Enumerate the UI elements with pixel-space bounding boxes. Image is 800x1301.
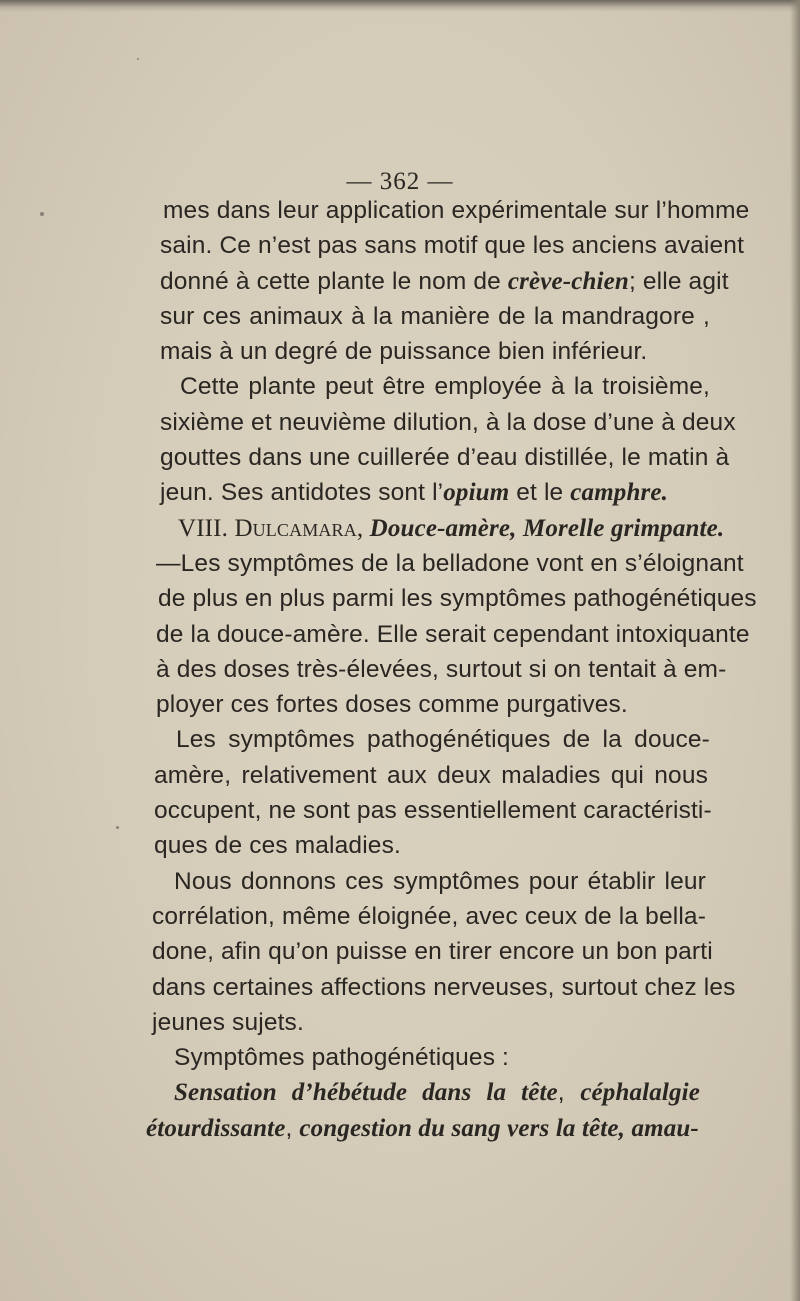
italic-text: céphalalgie	[580, 1079, 700, 1107]
text-segment: ,	[285, 1114, 300, 1142]
text-segment: donné à cette plante le nom de	[160, 267, 508, 295]
text-line	[156, 617, 750, 652]
text-line	[160, 334, 660, 369]
text-segment: à des doses très-élevées, surtout si on tentait à em-	[156, 655, 727, 683]
text-segment: dans certaines affections nerveuses, surtout chez les	[152, 973, 736, 1001]
text-line	[160, 299, 710, 334]
text-segment: gouttes dans une cuillerée d’eau distillée, le matin à	[160, 444, 730, 472]
italic-text: congestion du sang vers la tête, amau-	[299, 1114, 699, 1142]
text-segment: VIII.	[178, 514, 235, 542]
page-top-edge	[0, 0, 800, 12]
text-line	[154, 758, 708, 793]
text-segment: ques de ces maladies.	[154, 832, 401, 860]
text-line	[174, 1040, 510, 1075]
italic-text: Sensation d’hébétude dans la tête	[174, 1079, 558, 1107]
text-segment: mais à un degré de puissance bien inférieur.	[160, 338, 648, 366]
text-segment: ployer ces fortes doses comme purgatives.	[156, 691, 628, 719]
text-line	[156, 546, 744, 581]
text-segment: et le	[509, 479, 571, 507]
text-segment: sixième et neuvième dilution, à la dose d’une à deux	[160, 408, 736, 436]
text-line	[154, 793, 712, 828]
text-segment: occupent, ne sont pas essentiellement caractéristi-	[154, 797, 712, 825]
text-line	[156, 687, 628, 722]
text-line	[152, 934, 713, 969]
text-line	[174, 1075, 700, 1110]
text-line	[152, 970, 736, 1005]
text-line	[163, 193, 750, 228]
page-number: — 362 —	[346, 168, 454, 195]
text-line	[152, 899, 706, 934]
text-segment: de la douce-amère. Elle serait cependant intoxiquante	[156, 620, 750, 648]
text-segment: jeun. Ses antidotes sont l’	[160, 479, 444, 507]
text-segment: sain. Ce n’est pas sans motif que les anciens avaient	[160, 232, 745, 260]
italic-text: Douce-amère, Morelle grimpante.	[369, 514, 725, 542]
text-segment: corrélation, même éloignée, avec ceux de la bella-	[152, 902, 706, 930]
text-segment: Symptômes pathogénétiques :	[174, 1044, 510, 1072]
text-line	[174, 864, 706, 899]
text-line	[178, 511, 725, 546]
text-line	[158, 581, 757, 616]
text-line	[156, 652, 727, 687]
text-segment: amère, relativement aux deux maladies qui nous	[154, 761, 708, 789]
text-line	[160, 264, 729, 299]
text-line	[160, 228, 745, 263]
text-segment: done, afin qu’on puisse en tirer encore un bon parti	[152, 938, 713, 966]
text-segment: mes dans leur application expérimentale sur l’homme	[163, 197, 750, 224]
text-segment: de plus en plus parmi les symptômes pathogénétiques	[158, 585, 757, 613]
text-segment: Nous donnons ces symptômes pour établir leur	[174, 867, 706, 895]
text-line	[152, 1005, 304, 1040]
small-caps-text: Dulcamara	[234, 514, 357, 542]
ink-speck	[137, 58, 139, 60]
body-text	[0, 193, 800, 1146]
italic-text: étourdissante	[146, 1114, 286, 1142]
text-segment: ,	[356, 514, 370, 542]
text-segment: jeunes sujets.	[152, 1008, 304, 1036]
text-line	[160, 475, 669, 510]
text-line	[146, 1111, 698, 1146]
text-segment: ,	[557, 1079, 581, 1107]
text-line	[160, 440, 730, 475]
text-segment: Les symptômes pathogénétiques de la douce-	[176, 726, 710, 754]
text-line	[160, 405, 736, 440]
italic-text: opium	[443, 479, 510, 507]
text-line	[176, 722, 710, 757]
text-segment: —Les symptômes de la belladone vont en s’éloignant	[156, 549, 744, 577]
italic-text: crève-chien	[507, 267, 629, 295]
text-line	[154, 828, 401, 863]
text-segment: ; elle agit	[628, 267, 729, 295]
italic-text: camphre.	[570, 479, 669, 507]
text-line	[180, 369, 710, 404]
text-segment: Cette plante peut être employée à la troisième,	[180, 373, 710, 401]
text-segment: sur ces animaux à la manière de la mandragore ,	[160, 302, 710, 330]
